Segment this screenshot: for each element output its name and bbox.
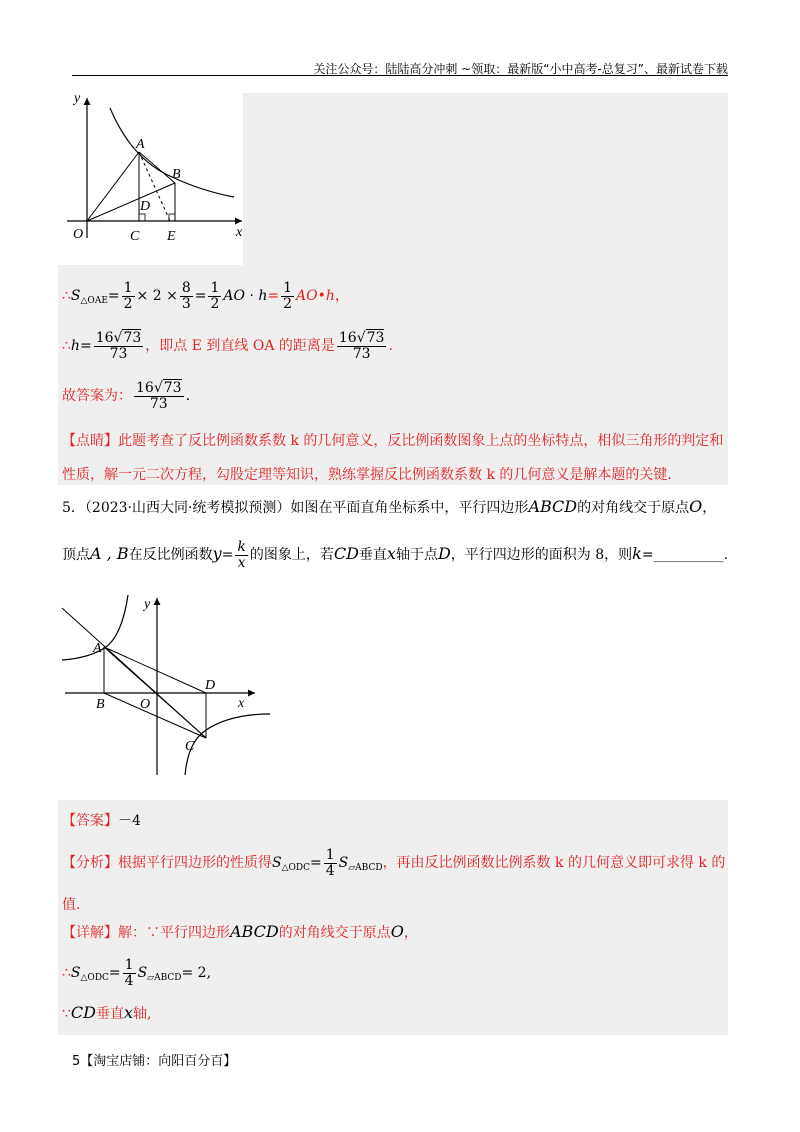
area-subscript: △OAE xyxy=(80,296,108,307)
fraction-h-value: $\frac{16√73}{73}$ xyxy=(95,330,142,362)
fig2-label-c: C xyxy=(185,739,195,754)
header-rule xyxy=(72,75,728,76)
comment-line-1: 【点睛】此题考查了反比例函数系数 k 的几何意义，反比例函数图象上点的坐标特点，相似三角形的判定和 xyxy=(62,433,724,449)
equals: = xyxy=(107,288,120,305)
fig2-label-y: y xyxy=(144,597,151,612)
fig1-label-d: D xyxy=(140,199,151,214)
fraction-quarter: $\frac{1}{4}$ xyxy=(325,847,335,879)
answer-line xyxy=(62,810,141,830)
solution-line-area: $\therefore S_{\triangle OAE}=$ $\frac{1}{2}$ × 2 × $\frac{8}{3}$ = $\frac{1}{2}$ AO · h= $\frac{1}{2}$ AO•h， xyxy=(62,280,349,312)
fraction-answer: $\frac{16√73}{73}$ xyxy=(136,380,182,412)
answer-blank: __________ xyxy=(653,547,724,564)
solution-answer-line: 故答案为： $\frac{16√73}{73}$ . xyxy=(62,380,191,412)
area-s: S xyxy=(70,288,81,305)
solution-line-h: ∴h= $\frac{16√73}{73}$ ，即点 E 到直线 OA 的距离是 $\frac{16√73}{73}$ . xyxy=(62,330,393,362)
ao-times-h: AO · h xyxy=(223,288,268,305)
therefore-symbol: ∴ xyxy=(62,288,71,305)
fig1-label-a: A xyxy=(136,137,145,152)
detail-line-1: 【详解】解：∵平行四边形ABCD的对角线交于原点O， xyxy=(62,922,418,941)
answer-shading xyxy=(58,800,728,1035)
fraction-eight-thirds: $\frac{8}{3}$ xyxy=(181,280,191,312)
detail-line-3: ∵CD垂直x轴, xyxy=(62,1003,152,1022)
figure-parallelogram-abcd xyxy=(60,590,280,780)
fig2-label-a: A xyxy=(93,641,102,656)
fig1-label-e: E xyxy=(167,229,176,244)
fig2-label-d: D xyxy=(205,678,216,693)
fig1-label-o: O xyxy=(73,227,84,242)
q5-line-2: 顶点A , B在反比例函数y= $\frac{k}{x}$ 的图象上，若CD垂直x轴于点D，平行四边形的面积为 8，则k=__________. xyxy=(62,539,729,571)
fig1-label-x: x xyxy=(236,225,243,240)
fig2-label-o: O xyxy=(140,697,151,712)
comment-line-2: 性质，解一元二次方程，勾股定理等知识，熟练掌握反比例函数系数 k 的几何意义是解本题的关键. xyxy=(62,467,672,483)
figure-hyperbola-oae xyxy=(62,88,252,248)
distance-text: ，即点 E 到直线 OA 的距离是 xyxy=(145,338,335,355)
times-two: × 2 × xyxy=(136,288,178,305)
fraction-half-3: $\frac{1}{2}$ xyxy=(283,280,293,312)
fraction-k-over-x: $\frac{k}{x}$ xyxy=(237,539,246,571)
ao-h-red: AO•h xyxy=(296,288,335,305)
fig2-label-b: B xyxy=(96,697,105,712)
fraction-half: $\frac{1}{2}$ xyxy=(123,280,133,312)
page-footer: 5【淘宝店铺：向阳百分百】 xyxy=(72,1054,237,1069)
answer-value: －4 xyxy=(118,813,141,829)
fraction-half-2: $\frac{1}{2}$ xyxy=(210,280,220,312)
fig1-label-y: y xyxy=(74,91,81,106)
page-header: 关注公众号：陆陆高分冲刺 ~领取：最新版“小中高考-总复习”、最新试卷下载 xyxy=(313,62,728,76)
fraction-distance: $\frac{16√73}{73}$ xyxy=(338,330,385,362)
answer-label: 故答案为： xyxy=(62,388,132,405)
analysis-line: 【分析】根据平行四边形的性质得$S_{\triangle ODC}=$ $\frac{1}{4}$ $S_{▱ABCD}$，再由反比例函数比例系数 k 的几何意义即可求得 k 的 xyxy=(62,847,726,879)
answer-tag: 【答案】 xyxy=(62,813,118,829)
fig1-label-b: B xyxy=(172,167,181,182)
fraction-quarter-2: $\frac{1}{4}$ xyxy=(124,957,134,989)
q5-line-1: 5．（2023·山西大同·统考模拟预测）如图在平面直角坐标系中，平行四边形ABCD的对角线交于原点O， xyxy=(62,497,717,516)
analysis-line-2: 值. xyxy=(62,897,81,913)
fig1-label-c: C xyxy=(130,229,140,244)
solution-shading xyxy=(243,93,728,265)
fig2-label-x: x xyxy=(238,696,245,711)
detail-line-2: $\therefore S_{\triangle ODC}=$ $\frac{1}{4}$ $S_{▱ABCD}= 2$, xyxy=(62,957,212,989)
